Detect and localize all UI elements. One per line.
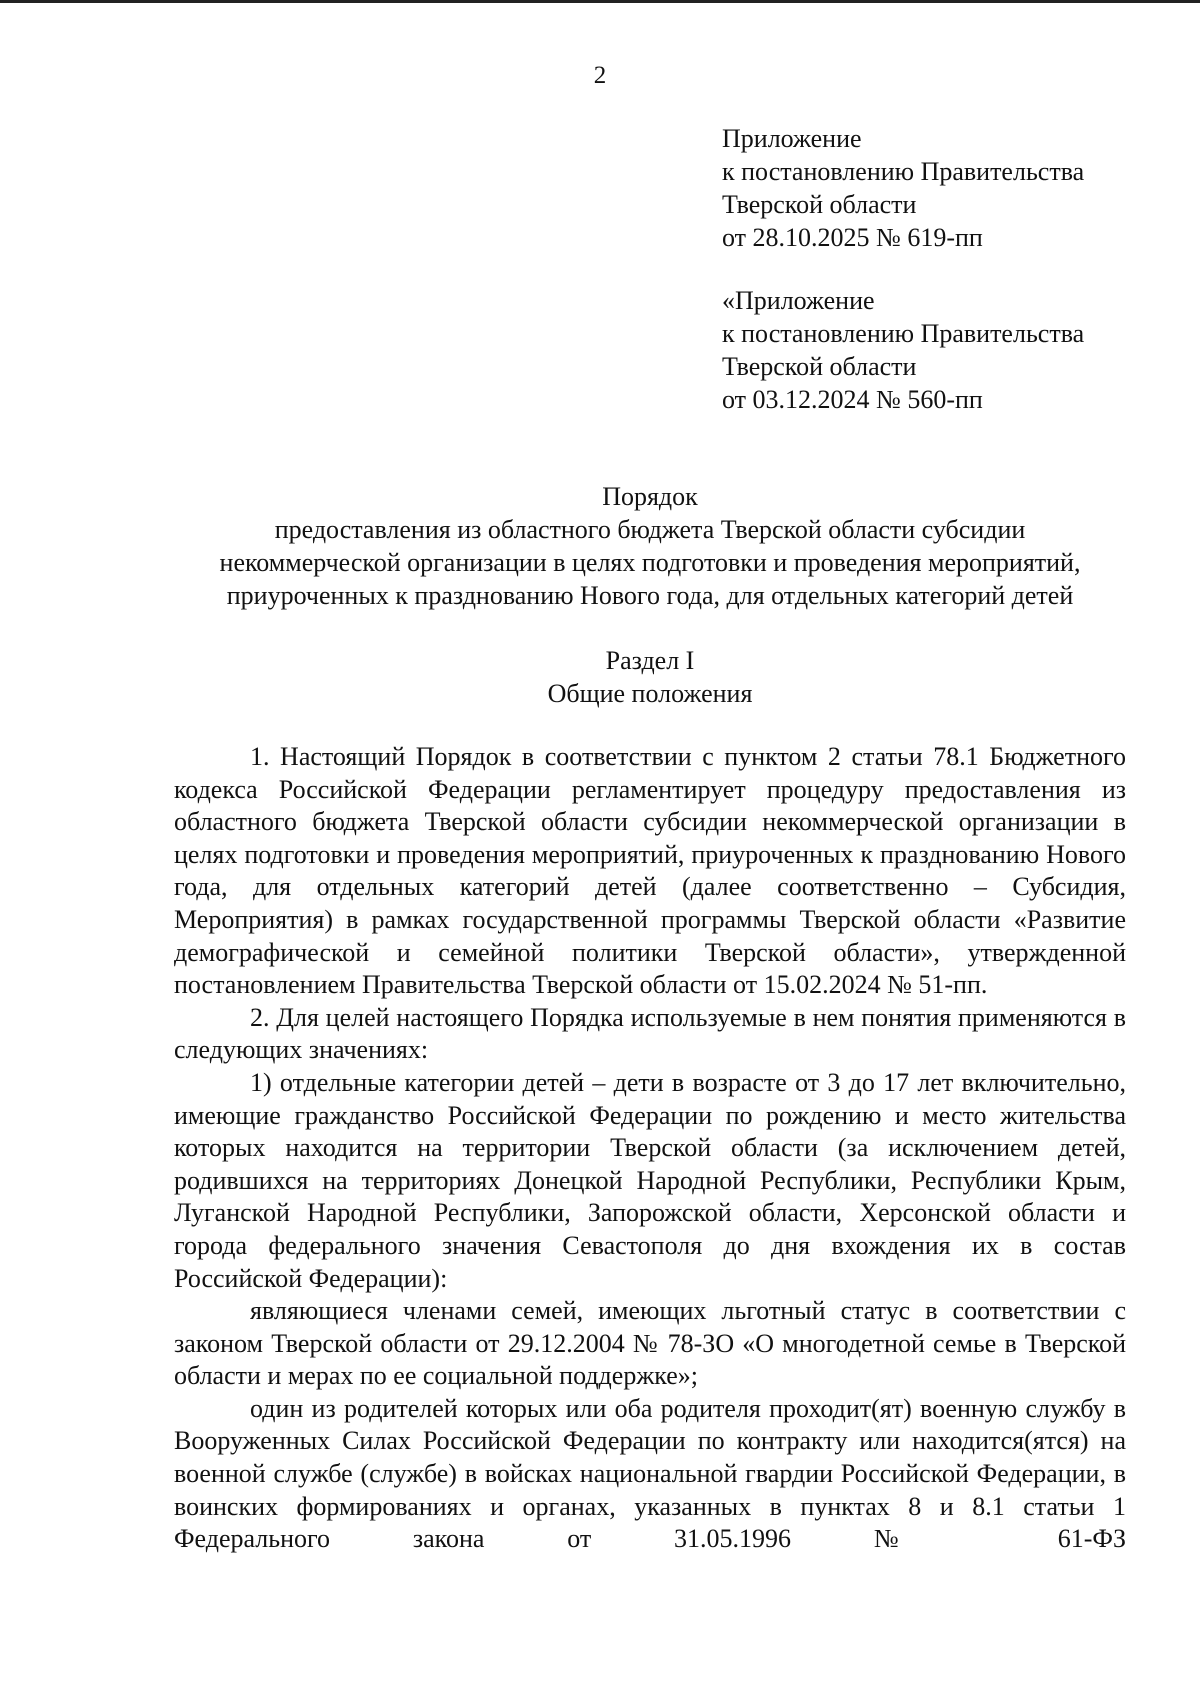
document-title-heading: Порядок <box>602 482 698 511</box>
scan-top-edge <box>0 0 1200 3</box>
appendix-current-line: от 28.10.2025 № 619-пп <box>722 223 983 252</box>
paragraph: один из родителей которых или оба родителя проходит(ят) военную службу в Вооруженных Силах Российской Федерации по контракту или находится(ятся) на военной службе (службе) в войсках национальной гвардии Российской Федерации, в воинских формированиях и органах, указанных в пунктах 8 и 8.1 статьи 1 Федерального закона от 31.05.1996 № 61-ФЗ <box>174 1393 1126 1554</box>
appendix-previous-line: к постановлению Правительства <box>722 319 1085 348</box>
section-number: Раздел I <box>605 646 695 675</box>
paragraph: 2. Для целей настоящего Порядка используемые в нем понятия применяются в следующих значениях: <box>174 1002 1126 1065</box>
document-title <box>150 480 1150 612</box>
document-title-line: предоставления из областного бюджета Тверской области субсидии <box>274 515 1026 544</box>
document-title-line: некоммерческой организации в целях подготовки и проведения мероприятий, <box>219 548 1081 577</box>
appendix-previous-line: «Приложение <box>722 286 875 315</box>
appendix-previous-line: от 03.12.2024 № 560-пп <box>722 385 983 414</box>
appendix-current-line: Приложение <box>722 124 862 153</box>
appendix-header-previous <box>722 284 1084 416</box>
section-heading <box>150 644 1150 710</box>
document-body <box>174 741 1126 1556</box>
section-name: Общие положения <box>547 679 753 708</box>
page-number: 2 <box>593 62 607 89</box>
paragraph: 1. Настоящий Порядок в соответствии с пунктом 2 статьи 78.1 Бюджетного кодекса Российской Федерации регламентирует процедуру предоставления из областного бюджета Тверской области субсидии некоммерческой организации в целях подготовки и проведения мероприятий, приуроченных к празднованию Нового года, для отдельных категорий детей (далее соответственно – Субсидия, Мероприятия) в рамках государственной программы Тверской области «Развитие демографической и семейной политики Тверской области», утвержденной постановлением Правительства Тверской области от 15.02.2024 № 51-пп. <box>174 742 1126 1000</box>
paragraph: являющиеся членами семей, имеющих льготный статус в соответствии с законом Тверской области от 29.12.2004 № 78-ЗО «О многодетной семье в Тверской области и мерах по ее социальной поддержке»; <box>174 1296 1126 1391</box>
document-title-line: приуроченных к празднованию Нового года, для отдельных категорий детей <box>226 581 1074 610</box>
appendix-previous-line: Тверской области <box>722 352 917 381</box>
appendix-current-line: Тверской области <box>722 190 917 219</box>
paragraph: 1) отдельные категории детей – дети в возрасте от 3 до 17 лет включительно, имеющие гражданство Российской Федерации по рождению и место жительства которых находится на территории Тверской области (за исключением детей, родившихся на территориях Донецкой Народной Республики, Республики Крым, Луганской Народной Республики, Запорожской области, Херсонской области и города федерального значения Севастополя до дня вхождения их в состав Российской Федерации): <box>174 1067 1126 1293</box>
appendix-current-line: к постановлению Правительства <box>722 157 1085 186</box>
appendix-header-current <box>722 122 1084 254</box>
